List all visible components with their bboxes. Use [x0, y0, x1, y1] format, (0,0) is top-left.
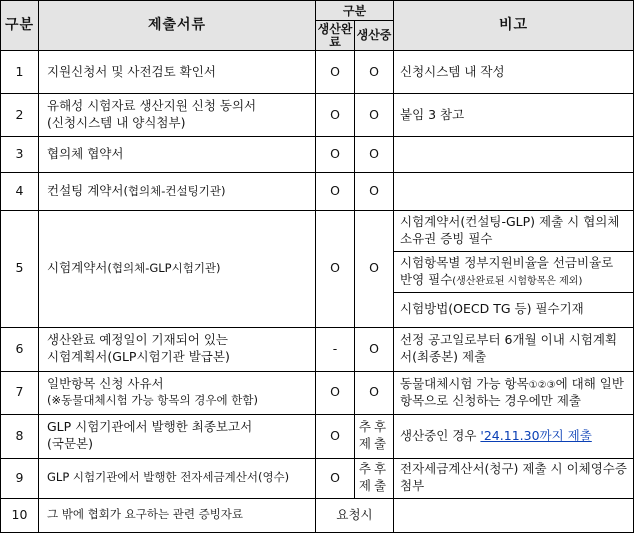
remark: [394, 137, 634, 173]
in-progress-mark: O: [355, 173, 394, 211]
table-row: [1, 94, 634, 137]
table-row: [1, 327, 634, 371]
document-main: 컨설팅 계약서: [47, 183, 124, 199]
in-progress-mark: O: [355, 51, 394, 94]
in-progress-mark: 추후 제출: [355, 458, 394, 498]
row-number: 6: [1, 327, 39, 371]
remark-part: 동물대체시험 가능 항목: [400, 375, 529, 391]
document-line: (국문본): [47, 436, 93, 451]
request-mark: 요청시: [316, 498, 394, 532]
document-name: [39, 414, 316, 458]
document-main: 시험계약서: [47, 260, 108, 276]
completed-mark: O: [316, 414, 355, 458]
completed-mark: O: [316, 137, 355, 173]
document-line: 생산완료 예정일이 기재되어 있는: [47, 332, 228, 348]
document-name: [39, 371, 316, 414]
table-row: [1, 458, 634, 498]
document-line: (※동물대체시험 가능 항목의 경우에 한함): [47, 393, 258, 408]
remark-sub: (생산완료된 시험항목은 제외): [452, 275, 583, 287]
table-row: [1, 371, 634, 414]
table-row: [1, 137, 634, 173]
completed-mark: O: [316, 51, 355, 94]
remark: [394, 498, 634, 532]
table-row: [1, 498, 634, 532]
row-number: 5: [1, 211, 39, 328]
table-row: [1, 51, 634, 94]
remark: [394, 371, 634, 414]
document-name: [39, 173, 316, 211]
in-progress-mark: O: [355, 137, 394, 173]
remark-main: 시험항목별 정부지원비율을 선금비율로 반영 필수: [400, 254, 614, 287]
document-sub: (협의체-컨설팅기관): [123, 184, 226, 199]
remark: 선정 공고일로부터 6개월 이내 시험계획서(최종본) 제출: [394, 327, 634, 371]
remark: 시험방법(OECD TG 등) 필수기재: [394, 292, 634, 327]
row-number: 2: [1, 94, 39, 137]
row-number: 4: [1, 173, 39, 211]
document-name: [39, 211, 316, 328]
header-remarks: 비고: [394, 1, 634, 51]
header-documents: 제출서류: [39, 1, 316, 51]
completed-mark: O: [316, 173, 355, 211]
row-number: 3: [1, 137, 39, 173]
row-number: 8: [1, 414, 39, 458]
completed-mark: O: [316, 371, 355, 414]
remark: [394, 414, 634, 458]
table-row: [1, 414, 634, 458]
document-line: 시험계획서(GLP시험기관 발급본): [47, 349, 230, 364]
remark: 신청시스템 내 작성: [394, 51, 634, 94]
completed-mark: O: [316, 94, 355, 137]
deadline-link[interactable]: '24.11.30까지 제출: [480, 427, 592, 443]
in-progress-mark: O: [355, 371, 394, 414]
document-sub: (협의체-GLP시험기관): [107, 261, 221, 276]
remark-circled-numbers: ①②③: [528, 379, 556, 391]
in-progress-mark: O: [355, 327, 394, 371]
table-row: [1, 173, 634, 211]
document-name: GLP 시험기관에서 발행한 전자세금계산서(영수): [39, 458, 316, 498]
header-gubun: 구분: [1, 1, 39, 51]
header-completed: 생산완료: [316, 21, 355, 51]
remark: 시험계약서(컨설팅-GLP) 제출 시 협의체 소유권 증빙 필수: [394, 211, 634, 252]
remark: 전자세금계산서(청구) 제출 시 이체영수증 첨부: [394, 458, 634, 498]
remark: [394, 173, 634, 211]
document-name: 협의체 협약서: [39, 137, 316, 173]
document-name: 지원신청서 및 사전검토 확인서: [39, 51, 316, 94]
in-progress-mark: O: [355, 94, 394, 137]
row-number: 1: [1, 51, 39, 94]
document-line: 일반항목 신청 사유서: [47, 376, 164, 392]
remark: 붙임 3 참고: [394, 94, 634, 137]
document-name: [39, 94, 316, 137]
remark: [394, 251, 634, 292]
header-in-progress: 생산중: [355, 21, 394, 51]
completed-mark: O: [316, 458, 355, 498]
table-row: [1, 211, 634, 252]
in-progress-mark: O: [355, 211, 394, 328]
document-line: GLP 시험기관에서 발행한 최종보고서: [47, 419, 253, 435]
in-progress-mark: 추후 제출: [355, 414, 394, 458]
document-line: (신청시스템 내 양식첨부): [47, 115, 186, 130]
remark-part: 생산중인 경우: [400, 427, 477, 443]
completed-mark: -: [316, 327, 355, 371]
header-group: 구분: [316, 1, 394, 21]
document-name: 그 밖에 협회가 요구하는 관련 증빙자료: [39, 498, 316, 532]
completed-mark: O: [316, 211, 355, 328]
row-number: 7: [1, 371, 39, 414]
document-line: 유해성 시험자료 생산지원 신청 동의서: [47, 98, 257, 114]
remark-part: 에 대해 일반항목으로 신청하는 경우에만 제출: [400, 375, 624, 408]
row-number: 9: [1, 458, 39, 498]
document-name: [39, 327, 316, 371]
row-number: 10: [1, 498, 39, 532]
